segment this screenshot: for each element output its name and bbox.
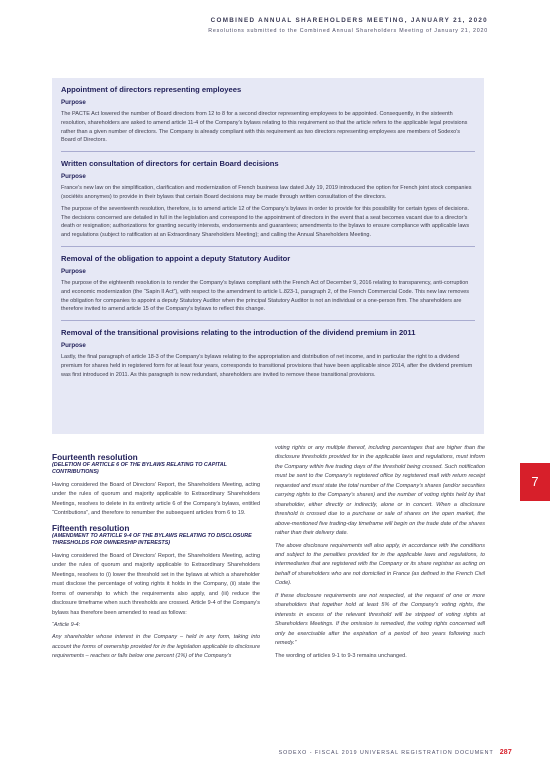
article-quote-label: “Article 9-4: — [52, 621, 81, 628]
chapter-tab: 7 — [520, 463, 550, 501]
section-paragraph: The purpose of the eighteenth resolution is to render the Company’s bylaws compliant with the French Act of December 9, 2016 relating to transparency, anti-corruption and economic modernization (the “Sapin II Act”), with respect to the amendment to article L.823-1, paragraph 2, of the French Commercial Code. This new law removes the obligation for companies to appoint a deputy Statutory Auditor when the principal Statutory Auditor is not an individual or a one-person firm. The shareholders are therefore invited to amend article 15 of the Company’s bylaws to reflect this change. — [61, 279, 470, 313]
resolution-15-subtitle: (AMENDMENT TO ARTICLE 9-4 OF THE BYLAWS RELATING TO DISCLOSURE THRESHOLDS FOR OWNERSHIP INTERESTS) — [52, 532, 252, 546]
running-header-subtitle: Resolutions submitted to the Combined Annual Shareholders Meeting of January 21, 2020 — [208, 28, 488, 34]
footer-text: SODEXO - FISCAL 2019 UNIVERSAL REGISTRATION DOCUMENT — [278, 750, 494, 756]
purpose-heading: Purpose — [61, 267, 86, 275]
purpose-heading: Purpose — [61, 173, 86, 181]
section-paragraph: Lastly, the final paragraph of article 18-3 of the Company’s bylaws relating to the appropriation and distribution of net income, and in particular the right to a dividend premium for shares held in registered form for at least four years, corresponds to transitional provisions that have been applicable since 2014, after the dividend premium was first introduced in 2011. As this paragraph is now redundant, shareholders are invited to remove these transitional provisions. — [61, 354, 473, 378]
resolution-14-subtitle: (DELETION OF ARTICLE 6 OF THE BYLAWS RELATING TO CAPITAL CONTRIBUTIONS) — [52, 462, 227, 475]
running-header-title: COMBINED ANNUAL SHAREHOLDERS MEETING, JANUARY 21, 2020 — [210, 17, 488, 24]
section-divider — [61, 246, 475, 247]
resolution-15-title: Fifteenth resolution — [52, 522, 130, 533]
page-footer — [279, 749, 512, 756]
section-title-directors-employees: Appointment of directors representing employees — [61, 85, 242, 94]
section-paragraph: The purpose of the seventeenth resolution, therefore, is to amend article 12 of the Company’s bylaws in order to provide for this possibility for certain types of decisions. The decisions concerned are detailed in full in the legislation and correspond to the appointment of directors in the event that a seat becomes vacant due to a director’s death or resignation; authorizations for granting security interests, endorsements and guarantees; amendments to the bylaws to ensure compliance with applicable laws and regulations (subject to ratification at an Extraordinary Shareholders Meeting); and calling the Annual Shareholders Meeting. — [61, 205, 470, 239]
page-number: 287 — [499, 749, 512, 756]
section-title-written-consultation: Written consultation of directors for certain Board decisions — [61, 159, 279, 169]
article-quote-penalties: If these disclosure requirements are not respected, at the request of one or more shareholders that together hold at least 5% of the Company’s voting rights, the interests in excess of the relevant threshold will be stripped of voting rights at Shareholders Meetings. If the omission is remedied, the voting rights concerned will only be exercisable after the expiration of a period of two years following such remedy.” — [275, 592, 485, 647]
section-divider — [61, 320, 475, 321]
section-paragraph: The PACTE Act lowered the number of Board directors from 12 to 8 for a second director representing employees to be appointed. Consequently, in the sixteenth resolution, shareholders are asked to amend article 11-4 of the Company’s bylaws relating to this requirement so that the article refers to the applicable legal provisions rather than a given number of directors. The Company is already compliant with this requirement as two directors representing employees are members of Sodexo’s Board of Directors. — [61, 111, 468, 144]
purpose-heading: Purpose — [61, 99, 86, 106]
article-quote-text: Any shareholder whose interest in the Company – held in any form, taking into account the forms of ownership provided for in the legislation applicable to disclosure requirements – reaches or falls below one percent (1%) of the Company’s — [52, 634, 260, 660]
purpose-summary-box — [52, 78, 484, 434]
article-quote-intermediaries: The above disclosure requirements will also apply, in accordance with the conditions and subject to the penalties provided for in the applicable laws and regulations, to intermediaries that are registered with the Company or its share registrar as acting on behalf of shareholders who are not domiciled in France (as defined in the French Civil Code). — [275, 542, 485, 587]
resolution-14-title: Fourteenth resolution — [52, 452, 138, 462]
section-title-deputy-auditor: Removal of the obligation to appoint a deputy Statutory Auditor — [61, 253, 291, 263]
article-quote-continued: voting rights or any multiple thereof, including percentages that are higher than the disclosure thresholds provided for in the applicable laws and regulations, must inform the Company within five trading days of the threshold being crossed. Such notification must be sent to the Company’s registered office by registered mail with return receipt requested and must state the total number of the Company’s shares (and/or securities carrying rights to the Company’s shares) and the number of voting rights held by that shareholder, either directly or indirectly, alone or in concert. When a disclosure threshold is crossed due to a purchase or sale of shares on the open market, the above-mentioned five trading-day timeframe will begin on the trade date of the shares rather than their delivery date. — [275, 445, 485, 537]
section-title-dividend-premium: Removal of the transitional provisions relating to the introduction of the dividend premium in 2011 — [61, 328, 416, 338]
purpose-heading: Purpose — [61, 342, 86, 350]
articles-unchanged-note: The wording of articles 9-1 to 9-3 remains unchanged. — [275, 652, 407, 659]
resolution-15-text: Having considered the Board of Directors’ Report, the Shareholders Meeting, acting under the rules of quorum and majority applicable to Extraordinary Shareholders Meetings, resolves to (i) lower the threshold set in the bylaws at which a shareholder must disclose the percentage of voting rights it holds in the Company, (ii) state the forms of ownership to which the requirements also apply, and (iii) reduce the disclosure timeframe when such thresholds are crossed. Article 9-4 of the Company’s bylaws has therefore been amended to read as follows: — [52, 552, 260, 616]
section-paragraph: France’s new law on the simplification, clarification and modernization of French business law dated July 19, 2019 introduced the option for French joint stock companies (sociétés anonymes) to provide in their bylaws that certain Board decisions may be made through written consultation of the directors. — [61, 185, 472, 200]
section-divider — [61, 151, 475, 152]
left-column — [52, 452, 260, 665]
right-column — [275, 444, 485, 664]
resolution-14-text: Having considered the Board of Directors’ Report, the Shareholders Meeting, acting under the rules of quorum and majority applicable to Extraordinary Shareholders Meetings, resolves to delete in its entirety article 6 of the Company’s bylaws, entitled “Contributions”, and therefore to renumber the subsequent articles from 6 to 19. — [52, 482, 260, 517]
